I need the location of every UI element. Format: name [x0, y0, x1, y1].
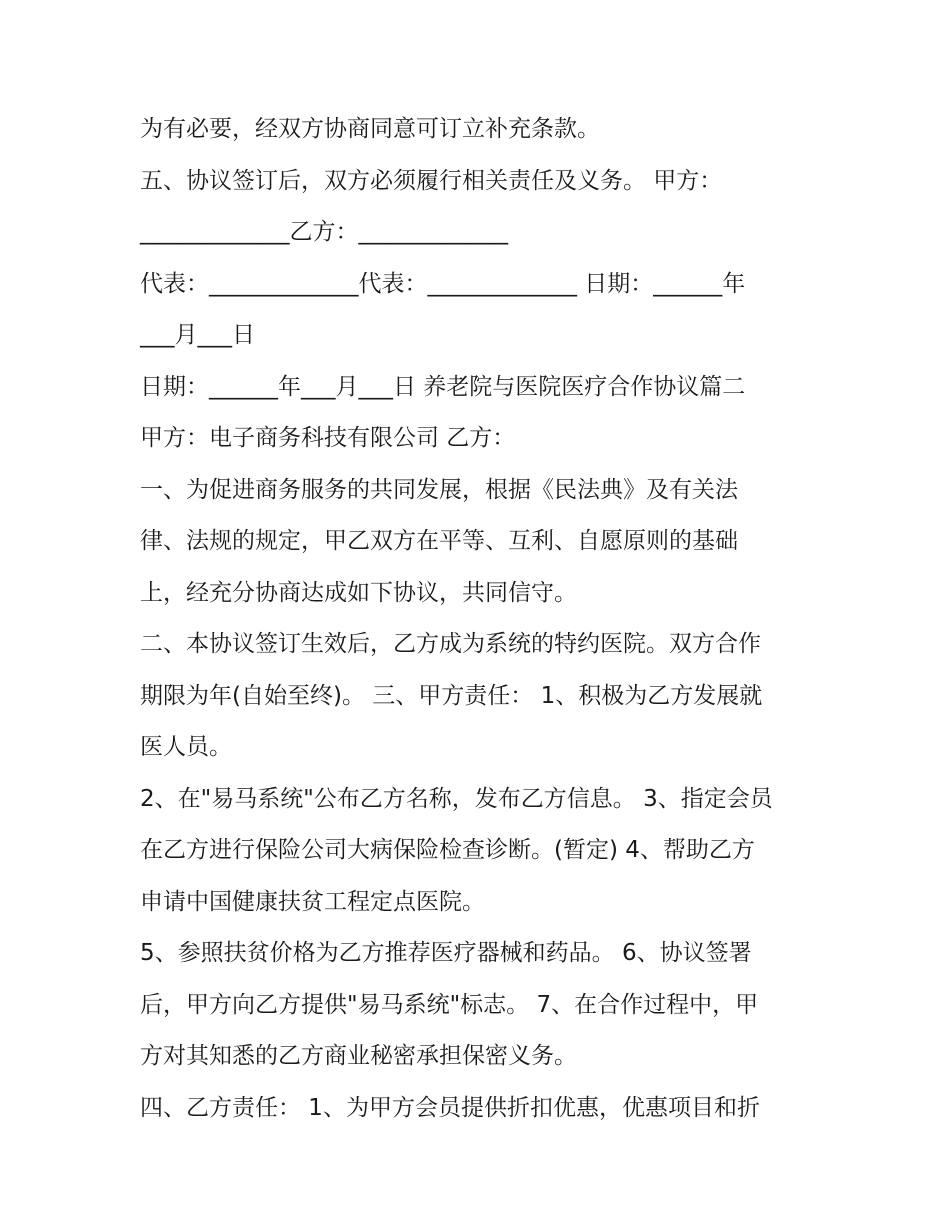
- text-line: 2、在"易马系统"公布乙方名称，发布乙方信息。 3、指定会员: [140, 785, 773, 812]
- text-line: 代表：_____________代表：_____________ 日期：______年: [140, 270, 746, 297]
- text-line: 后，甲方向乙方提供"易马系统"标志。 7、在合作过程中，甲: [140, 991, 759, 1018]
- text-line: 5、参照扶贫价格为乙方推荐医疗器械和药品。 6、协议签署: [140, 940, 752, 966]
- text-line: 医人员。: [140, 734, 232, 760]
- text-line: 申请中国健康扶贫工程定点医院。: [140, 888, 485, 915]
- text-line: 方对其知悉的乙方商业秘密承担保密义务。: [140, 1043, 577, 1069]
- text-line: 期限为年(自始至终)。 三、甲方责任： 1、积极为乙方发展就: [140, 682, 763, 709]
- text-line: _____________乙方：_____________: [140, 219, 508, 245]
- text-line: 五、协议签订后，双方必须履行相关责任及义务。 甲方：: [140, 167, 723, 194]
- text-line: 在乙方进行保险公司大病保险检查诊断。(暂定) 4、帮助乙方: [140, 837, 755, 863]
- text-line: 律、法规的规定，甲乙双方在平等、互利、自愿原则的基础: [140, 528, 738, 554]
- text-line: 为有必要，经双方协商同意可订立补充条款。: [140, 116, 600, 142]
- text-line: ___月___日: [140, 322, 255, 348]
- text-line: 日期：______年___月___日 养老院与医院医疗合作协议篇二: [140, 373, 746, 400]
- text-line: 二、本协议签订生效后，乙方成为系统的特约医院。双方合作: [140, 631, 761, 657]
- text-line: 上，经充分协商达成如下协议，共同信守。: [140, 579, 577, 606]
- document-body: [140, 104, 820, 1134]
- text-line: 一、为促进商务服务的共同发展，根据《民法典》及有关法: [140, 476, 738, 503]
- text-line: 甲方：电子商务科技有限公司 乙方：: [140, 425, 516, 451]
- text-line: 四、乙方责任： 1、为甲方会员提供折扣优惠，优惠项目和折: [140, 1094, 760, 1121]
